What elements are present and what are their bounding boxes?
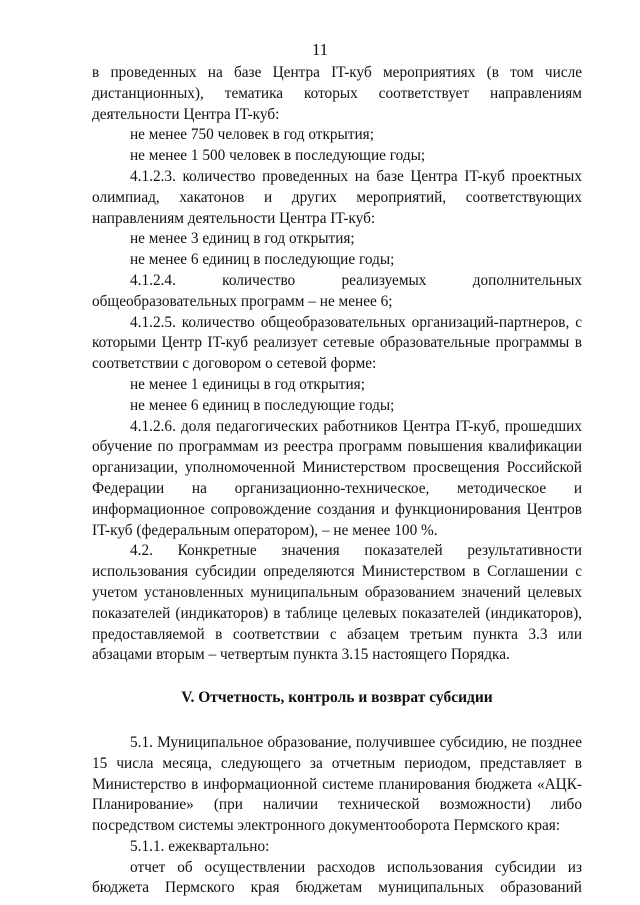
paragraph: 4.1.2.4. количество реализуемых дополнительных общеобразовательных программ – не менее 6; bbox=[92, 271, 582, 310]
paragraph: не менее 1 единицы в год открытия; bbox=[130, 375, 365, 393]
paragraph: не менее 750 человек в год открытия; bbox=[130, 126, 374, 144]
paragraph: не менее 1 500 человек в последующие годы; bbox=[130, 147, 426, 165]
paragraph: 5.1. Муниципальное образование, получившее субсидию, не позднее 15 числа месяца, следующего за отчетным периодом, представляет в Министерство в информационной системе планирования бюджета «АЦК-Планирование» (при наличии технической возможности) либо посредством системы электронного документооборота Пермского края: bbox=[92, 733, 582, 835]
paragraph: 5.1.1. ежеквартально: bbox=[130, 837, 270, 855]
section-heading: V. Отчетность, контроль и возврат субсидии bbox=[181, 689, 493, 707]
paragraphs-after-heading bbox=[92, 733, 582, 899]
paragraph: не менее 3 единиц в год открытия; bbox=[130, 230, 355, 248]
paragraph: 4.2. Конкретные значения показателей результативности использования субсидии определяются Министерством в Соглашении с учетом установленных муниципальным образованием значений целевых показателей (индикаторов) в таблице целевых показателей (индикаторов), предоставляемой в соответствии с абзацем третьим пункта 3.3 или абзацами вторым – четвертым пункта 3.15 настоящего Порядка. bbox=[92, 542, 582, 664]
paragraphs-before-heading bbox=[92, 63, 582, 666]
paragraph: отчет об осуществлении расходов использования субсидии из бюджета Пермского края бюджетам муниципальных образований bbox=[92, 858, 582, 897]
paragraph: не менее 6 единиц в последующие годы; bbox=[130, 396, 395, 414]
paragraph: 4.1.2.5. количество общеобразовательных организаций-партнеров, с которыми Центр IT-куб реализует сетевые образовательные программы в соответствии с договором о сетевой форме: bbox=[92, 313, 582, 373]
page-number: 11 bbox=[311, 40, 329, 59]
paragraph: 4.1.2.3. количество проведенных на базе Центра IT-куб проектных олимпиад, хакатонов и других мероприятий, соответствующих направлениям деятельности Центра IT-куб: bbox=[92, 167, 582, 227]
paragraph: 4.1.2.6. доля педагогических работников Центра IT-куб, прошедших обучение по программам из реестра программ повышения квалификации организации, уполномоченной Министерством просвещения Российской Федерации на организационно-техническое, методическое и информационное сопровождение создания и функционирования Центров IT-куб (федеральным оператором), – не менее 100 %. bbox=[92, 417, 582, 539]
document-body bbox=[92, 63, 582, 899]
paragraph: в проведенных на базе Центра IT-куб мероприятиях (в том числе дистанционных), тематика которых соответствует направлениям деятельности Центра IT-куб: bbox=[92, 64, 582, 123]
paragraph: не менее 6 единиц в последующие годы; bbox=[130, 251, 395, 269]
